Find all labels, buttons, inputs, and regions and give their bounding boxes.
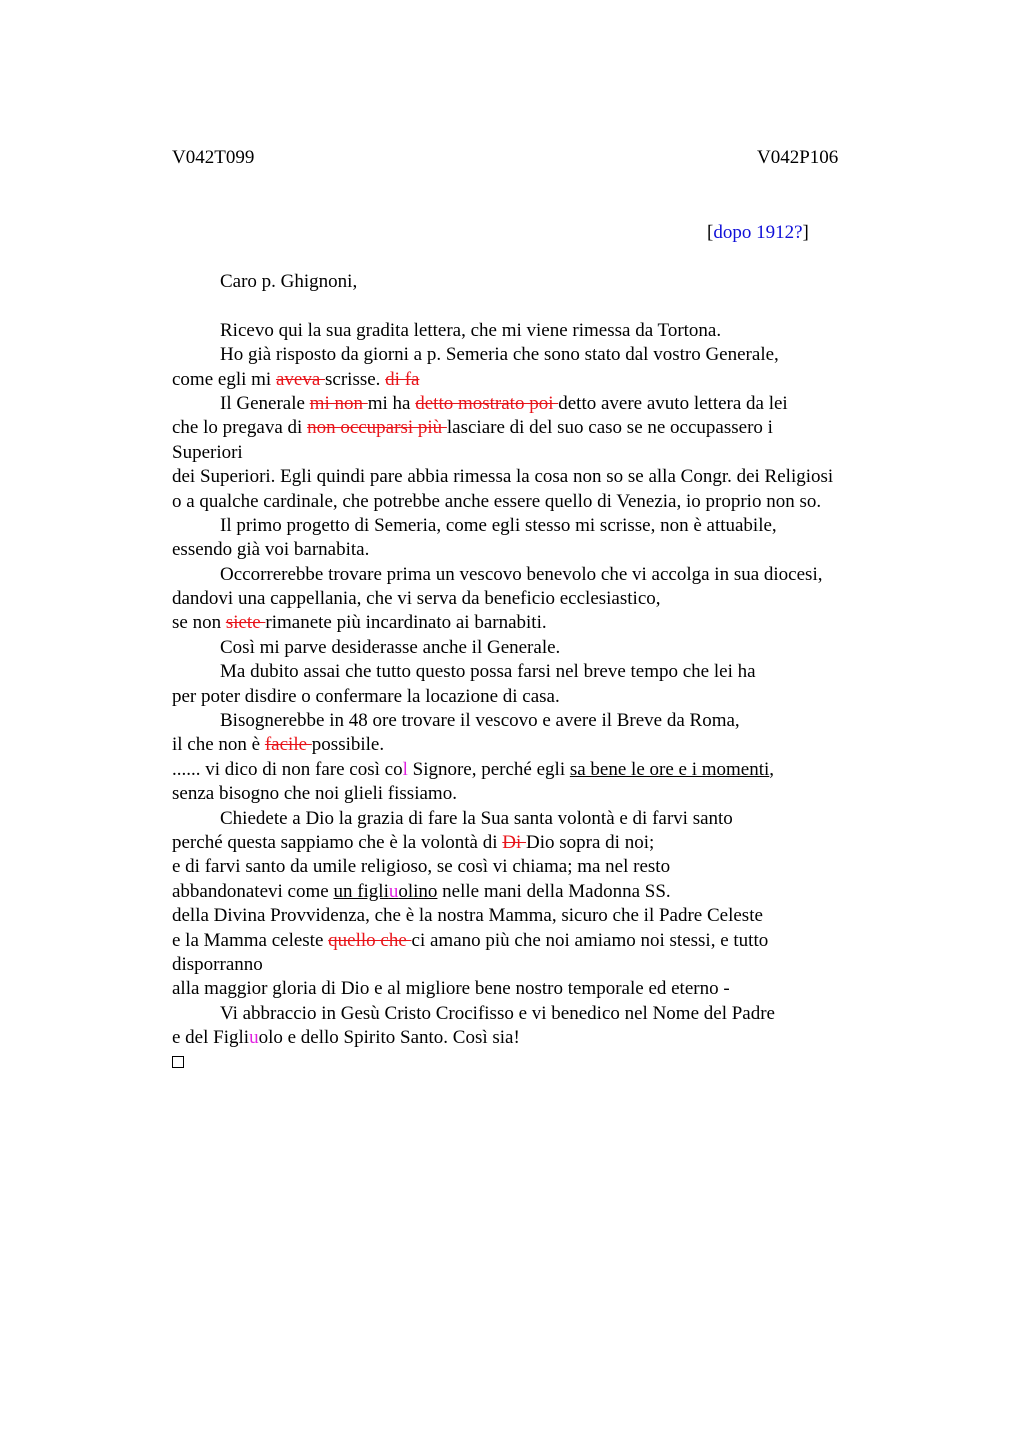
volume-code-right: V042P106 bbox=[757, 147, 839, 168]
text-line: il che non è facile possibile. bbox=[172, 734, 385, 756]
text-line: come egli mi aveva scrisse. di fa bbox=[172, 368, 420, 390]
text-line: che lo pregava di non occuparsi più lasciare di del suo caso se ne occupassero i bbox=[172, 417, 773, 439]
text-line: dandovi una cappellania, che vi serva da beneficio ecclesiastico, bbox=[172, 588, 661, 610]
text-line: per poter disdire o confermare la locazione di casa. bbox=[172, 685, 560, 707]
text-line: Ma dubito assai che tutto questo possa farsi nel breve tempo che lei ha bbox=[220, 661, 756, 683]
text-line: abbandonatevi come un figliuolino nelle mani della Madonna SS. bbox=[172, 880, 671, 902]
text-line: Così mi parve desiderasse anche il Generale. bbox=[220, 636, 561, 658]
text-line: senza bisogno che noi glieli fissiamo. bbox=[172, 783, 457, 805]
text-line: Superiori bbox=[172, 441, 243, 463]
salutation: Caro p. Ghignoni, bbox=[220, 271, 358, 292]
letter-date: [dopo 1912?] bbox=[707, 222, 809, 243]
text-line: Occorrerebbe trovare prima un vescovo benevolo che vi accolga in sua diocesi, bbox=[220, 563, 823, 585]
text-line: Chiedete a Dio la grazia di fare la Sua santa volontà e di farvi santo bbox=[220, 807, 733, 829]
text-line: Bisognerebbe in 48 ore trovare il vescovo e avere il Breve da Roma, bbox=[220, 710, 740, 732]
text-line: Il primo progetto di Semeria, come egli stesso mi scrisse, non è attuabile, bbox=[220, 514, 777, 536]
text-line: e del Figliuolo e dello Spirito Santo. Così sia! bbox=[172, 1027, 520, 1049]
text-line: se non siete rimanete più incardinato ai barnabiti. bbox=[172, 612, 547, 634]
end-box-icon bbox=[172, 1051, 932, 1075]
text-line: e la Mamma celeste quello che ci amano più che noi amiamo noi stessi, e tutto bbox=[172, 929, 769, 951]
text-line: o a qualche cardinale, che potrebbe anche essere quello di Venezia, io proprio non so. bbox=[172, 490, 822, 512]
text-line: essendo già voi barnabita. bbox=[172, 539, 370, 561]
volume-code-left: V042T099 bbox=[172, 147, 255, 168]
text-line: dei Superiori. Egli quindi pare abbia rimessa la cosa non so se alla Congr. dei Religiosi bbox=[172, 466, 834, 488]
text-line: Ho già risposto da giorni a p. Semeria che sono stato dal vostro Generale, bbox=[220, 344, 779, 366]
text-line: Vi abbraccio in Gesù Cristo Crocifisso e vi benedico nel Nome del Padre bbox=[220, 1002, 775, 1024]
text-line: perché questa sappiamo che è la volontà di Di Dio sopra di noi; bbox=[172, 831, 655, 853]
text-line: ...... vi dico di non fare così col Signore, perché egli sa bene le ore e i momenti, bbox=[172, 758, 775, 780]
text-line: Ricevo qui la sua gradita lettera, che mi viene rimessa da Tortona. bbox=[220, 319, 722, 341]
text-line: disporranno bbox=[172, 953, 263, 975]
text-line: e di farvi santo da umile religioso, se così vi chiama; ma nel resto bbox=[172, 856, 671, 878]
text-line: Il Generale mi non mi ha detto mostrato poi detto avere avuto lettera da lei bbox=[220, 392, 788, 414]
text-line: alla maggior gloria di Dio e al migliore bene nostro temporale ed eterno - bbox=[172, 978, 730, 1000]
text-line: della Divina Provvidenza, che è la nostra Mamma, sicuro che il Padre Celeste bbox=[172, 905, 763, 927]
letter-body bbox=[172, 270, 932, 1075]
